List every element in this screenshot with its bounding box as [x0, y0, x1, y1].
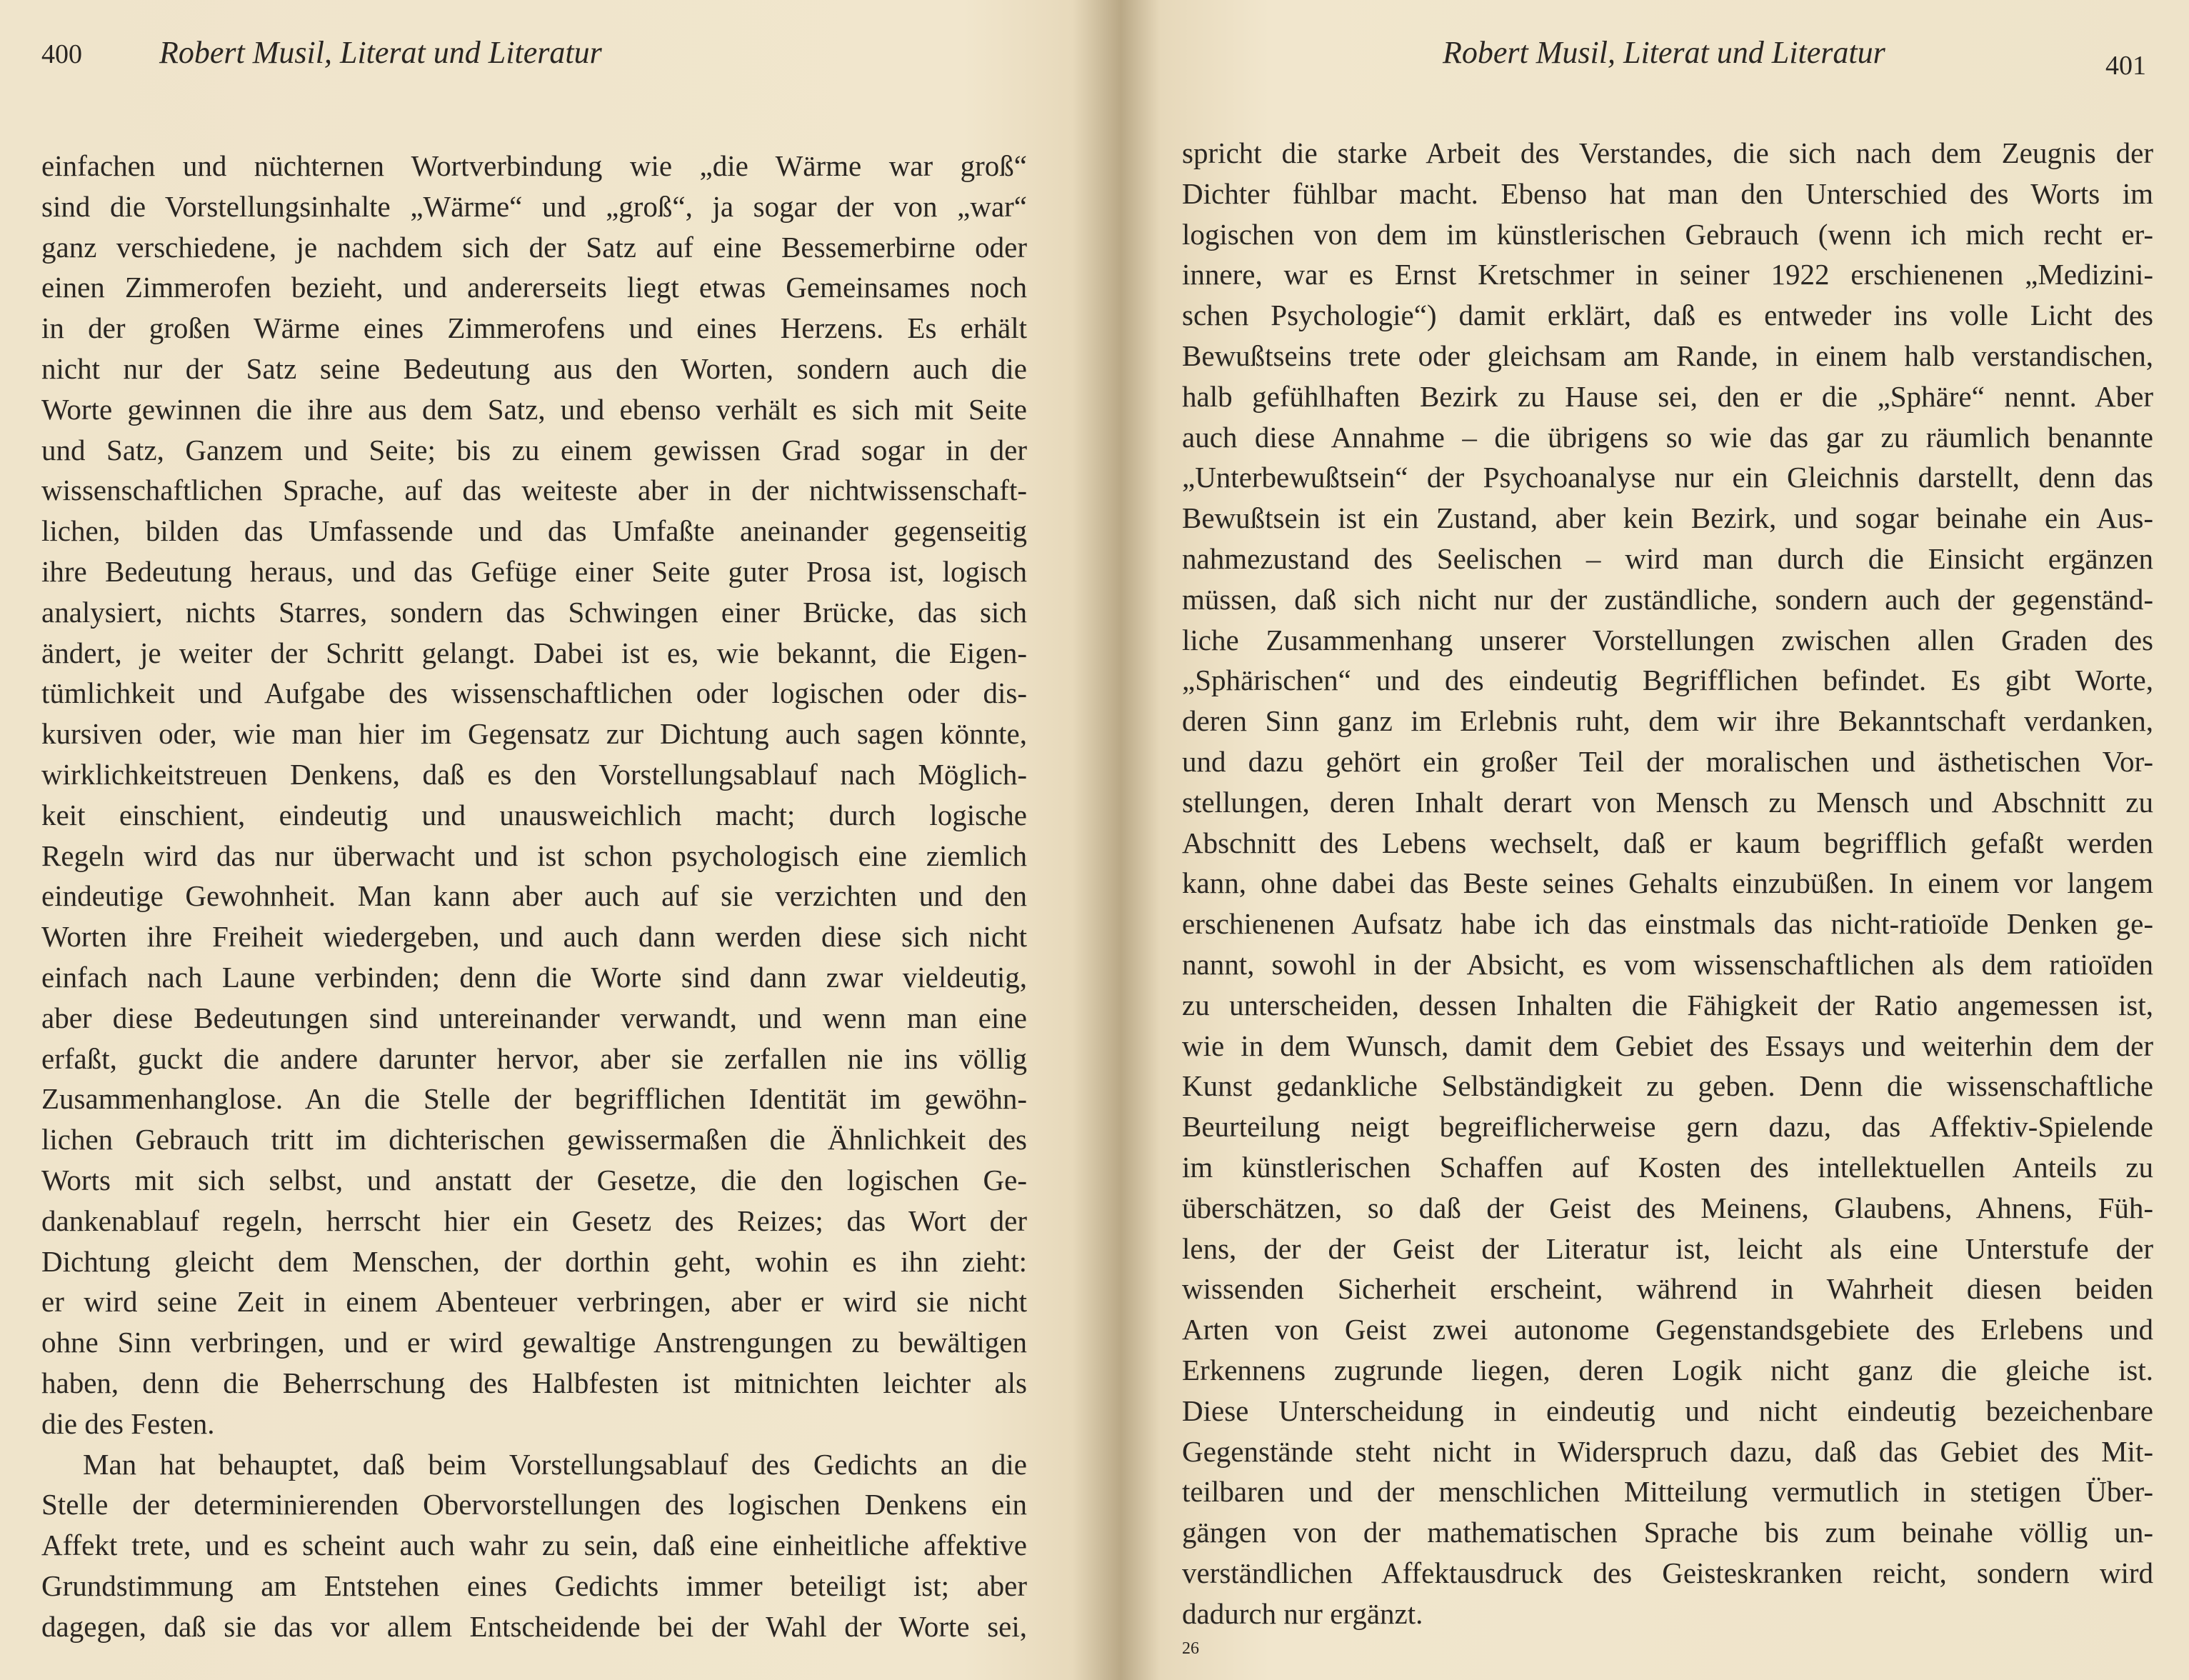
text-line: ganz verschiedene, je nachdem sich der Satz auf eine Bessemerbirne oder	[41, 230, 1027, 264]
text-line: analysiert, nichts Starres, sondern das Schwingen einer Brücke, das sich	[41, 595, 1027, 629]
text-line: dadurch nur ergänzt.	[1182, 1596, 1423, 1630]
text-line: dagegen, daß sie das vor allem Entscheidende bei der Wahl der Worte sei,	[41, 1609, 1027, 1643]
right-page-header	[1182, 34, 2146, 91]
text-line: Bewußtseins trete oder gleichsam am Rande, in einem halb verstandischen,	[1182, 339, 2153, 372]
text-line: Regeln wird das nur überwacht und ist schon psychologisch eine ziemlich	[41, 839, 1027, 872]
text-line: kursiven oder, wie man hier im Gegensatz zur Dichtung auch sagen könnte,	[41, 717, 1027, 751]
text-line: zu unterscheiden, dessen Inhalten die Fähigkeit der Ratio angemessen ist,	[1182, 988, 2153, 1021]
text-line: und Satz, Ganzem und Seite; bis zu einem gewissen Grad sogar in der	[41, 433, 1027, 466]
text-line: sind die Vorstellungsinhalte „Wärme“ und „groß“, ja sogar der von „war“	[41, 189, 1027, 223]
text-line: Erkennens zugrunde liegen, deren Logik nicht ganz die gleiche ist.	[1182, 1353, 2153, 1386]
text-line: Zusammenhanglose. An die Stelle der begrifflichen Identität im gewöhn-	[41, 1082, 1027, 1116]
running-title: Robert Musil, Literat und Literatur	[1443, 35, 1885, 70]
text-line: in der großen Wärme eines Zimmerofens und eines Herzens. Es erhält	[41, 311, 1027, 345]
text-line: haben, denn die Beherrschung des Halbfesten ist mitnichten leichter als	[41, 1366, 1027, 1399]
text-line: Worts mit sich selbst, und anstatt der Gesetze, die den logischen Ge-	[41, 1163, 1027, 1196]
text-line: Man hat behauptet, daß beim Vorstellungsablauf des Gedichts an die	[83, 1447, 1027, 1481]
text-line: Abschnitt des Lebens wechselt, daß er kaum begrifflich gefaßt werden	[1182, 826, 2153, 859]
text-line: deren Sinn ganz im Erlebnis ruht, dem wir ihre Bekanntschaft verdanken,	[1182, 704, 2153, 738]
text-line: auch diese Annahme – die übrigens so wie das gar zu räumlich benannte	[1182, 420, 2153, 454]
text-line: müssen, daß sich nicht nur der zuständliche, sondern auch der gegenständ-	[1182, 582, 2153, 616]
text-line: erfaßt, guckt die andere darunter hervor, aber sie zerfallen nie ins völlig	[41, 1041, 1027, 1075]
left-page	[0, 0, 1086, 1680]
text-line: Beurteilung neigt begreiflicherweise gern dazu, das Affektiv-Spielende	[1182, 1110, 2153, 1144]
text-line: kann, ohne dabei das Beste seines Gehalts einzubüßen. In einem vor langem	[1182, 866, 2153, 900]
text-line: nicht nur der Satz seine Bedeutung aus den Worten, sondern auch die	[41, 351, 1027, 385]
running-title: Robert Musil, Literat und Literatur	[159, 35, 602, 70]
text-line: nahmezustand des Seelischen – wird man durch die Einsicht ergänzen	[1182, 541, 2153, 575]
text-line: keit einschient, eindeutig und unausweichlich macht; durch logische	[41, 798, 1027, 831]
text-line: aber diese Bedeutungen sind untereinander verwandt, und wenn man eine	[41, 1001, 1027, 1034]
right-page	[1103, 0, 2189, 1680]
page-number: 401	[2105, 51, 2146, 81]
text-line: gängen von der mathematischen Sprache bis zum beinahe völlig un-	[1182, 1516, 2153, 1549]
text-line: liche Zusammenhang unserer Vorstellungen zwischen allen Graden des	[1182, 623, 2153, 656]
text-line: dankenablauf regeln, herrscht hier ein Gesetz des Reizes; das Wort der	[41, 1204, 1027, 1237]
text-line: Worte gewinnen die ihre aus dem Satz, und ebenso verhält es sich mit Seite	[41, 392, 1027, 426]
text-line: schen Psychologie“) damit erklärt, daß es entweder ins volle Licht des	[1182, 299, 2153, 332]
right-page-text	[1182, 133, 2153, 1659]
text-line: „Unterbewußtsein“ der Psychoanalyse nur ein Gleichnis darstellt, denn das	[1182, 461, 2153, 494]
text-line: innere, war es Ernst Kretschmer in seiner 1922 erschienenen „Medizini-	[1182, 258, 2153, 291]
text-line: er wird seine Zeit in einem Abenteuer verbringen, aber er wird sie nicht	[41, 1285, 1027, 1319]
text-line: Arten von Geist zwei autonome Gegenstandsgebiete des Erlebens und	[1182, 1313, 2153, 1346]
text-line: nannt, sowohl in der Absicht, es vom wissenschaftlichen als dem ratioïden	[1182, 947, 2153, 981]
text-line: stellungen, deren Inhalt derart von Mensch zu Mensch und Abschnitt zu	[1182, 785, 2153, 819]
text-line: einfachen und nüchternen Wortverbindung wie „die Wärme war groß“	[41, 149, 1027, 182]
text-line: ändert, je weiter der Schritt gelangt. Dabei ist es, wie bekannt, die Eigen-	[41, 636, 1027, 669]
text-line: lens, der der Geist der Literatur ist, leicht als eine Unterstufe der	[1182, 1231, 2153, 1265]
text-line: lichen Gebrauch tritt im dichterischen gewissermaßen die Ähnlichkeit des	[41, 1123, 1027, 1156]
text-line: und dazu gehört ein großer Teil der moralischen und ästhetischen Vor-	[1182, 744, 2153, 778]
text-line: überschätzen, so daß der Geist des Meinens, Glaubens, Ahnens, Füh-	[1182, 1191, 2153, 1224]
text-line: erschienenen Aufsatz habe ich das einstmals das nicht-ratioïde Denken ge-	[1182, 907, 2153, 941]
left-page-header	[41, 34, 1043, 91]
text-line: im künstlerischen Schaffen auf Kosten des intellektuellen Anteils zu	[1182, 1150, 2153, 1184]
text-line: teilbaren und der menschlichen Mitteilung vermutlich in stetigen Über-	[1182, 1475, 2153, 1509]
text-line: Dichtung gleicht dem Menschen, der dorthin geht, wohin es ihn zieht:	[41, 1244, 1027, 1278]
text-line: Dichter fühlbar macht. Ebenso hat man den Unterschied des Worts im	[1182, 176, 2153, 210]
text-line: Kunst gedankliche Selbständigkeit zu geben. Denn die wissenschaftliche	[1182, 1069, 2153, 1103]
signature-mark: 26	[1182, 1639, 1199, 1659]
left-page-text	[41, 146, 1027, 1646]
text-line: Grundstimmung am Entstehen eines Gedichts immer beteiligt ist; aber	[41, 1569, 1027, 1602]
text-line: spricht die starke Arbeit des Verstandes, die sich nach dem Zeugnis der	[1182, 136, 2153, 169]
text-line: Diese Unterscheidung in eindeutig und nicht eindeutig bezeichenbare	[1182, 1394, 2153, 1427]
text-line: logischen von dem im künstlerischen Gebrauch (wenn ich mich recht er-	[1182, 217, 2153, 251]
text-line: wissenschaftlichen Sprache, auf das weiteste aber in der nichtwissenschaft-	[41, 474, 1027, 507]
text-line: eindeutige Gewohnheit. Man kann aber auch auf sie verzichten und den	[41, 879, 1027, 913]
text-line: wissenden Sicherheit erscheint, während in Wahrheit diesen beiden	[1182, 1272, 2153, 1306]
text-line: tümlichkeit und Aufgabe des wissenschaftlichen oder logischen oder dis-	[41, 676, 1027, 710]
text-line: ihre Bedeutung heraus, und das Gefüge einer Seite guter Prosa ist, logisch	[41, 554, 1027, 588]
text-line: wirklichkeitstreuen Denkens, daß es den Vorstellungsablauf nach Möglich-	[41, 757, 1027, 791]
page-number: 400	[41, 39, 82, 69]
text-line: einfach nach Laune verbinden; denn die Worte sind dann zwar vieldeutig,	[41, 960, 1027, 994]
text-line: „Sphärischen“ und des eindeutig Begrifflichen befindet. Es gibt Worte,	[1182, 664, 2153, 697]
text-line: Worten ihre Freiheit wiedergeben, und auch dann werden diese sich nicht	[41, 920, 1027, 954]
text-line: halb gefühlhaften Bezirk zu Hause sei, den er die „Sphäre“ nennt. Aber	[1182, 379, 2153, 413]
text-line: lichen, bilden das Umfassende und das Umfaßte aneinander gegenseitig	[41, 514, 1027, 548]
text-line: verständlichen Affektausdruck des Geisteskranken reicht, sondern wird	[1182, 1556, 2153, 1589]
text-line: ohne Sinn verbringen, und er wird gewaltige Anstrengungen zu bewältigen	[41, 1326, 1027, 1359]
text-line: wie in dem Wunsch, damit dem Gebiet des Essays und weiterhin dem der	[1182, 1029, 2153, 1062]
text-line: Bewußtsein ist ein Zustand, aber kein Bezirk, und sogar beinahe ein Aus-	[1182, 501, 2153, 535]
text-line: Gegenstände steht nicht in Widerspruch dazu, daß das Gebiet des Mit-	[1182, 1434, 2153, 1468]
text-line: Stelle der determinierenden Obervorstellungen des logischen Denkens ein	[41, 1488, 1027, 1521]
text-line: einen Zimmerofen bezieht, und andererseits liegt etwas Gemeinsames noch	[41, 271, 1027, 304]
text-line: Affekt trete, und es scheint auch wahr zu sein, daß eine einheitliche affektive	[41, 1529, 1027, 1562]
text-line: die des Festen.	[41, 1406, 215, 1440]
